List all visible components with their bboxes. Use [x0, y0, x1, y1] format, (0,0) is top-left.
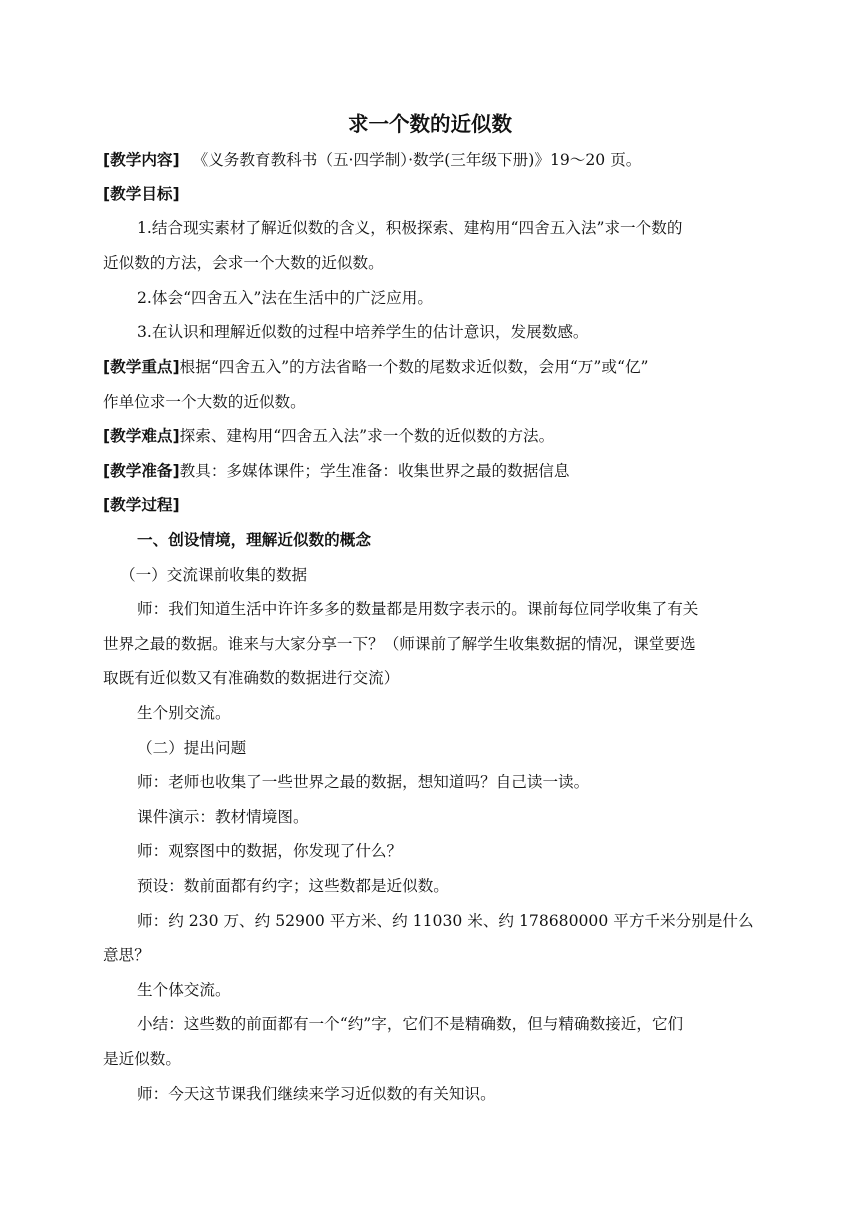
- page-title: 求一个数的近似数: [348, 112, 512, 136]
- paragraph-10: 师：今天这节课我们继续来学习近似数的有关知识。: [137, 1085, 496, 1103]
- key-point-label: [教学重点]: [103, 358, 180, 376]
- paragraph-7-line-1: 师：约 230 万、约 52900 平方米、约 11030 米、约 178680000 平方千米分别是什么: [137, 912, 754, 930]
- teaching-content-label: [教学内容]: [103, 151, 180, 169]
- key-point-text: 根据“四舍五入”的方法省略一个数的尾数求近似数，会用“万”或“亿”: [179, 358, 649, 376]
- preparation-line: [103, 461, 758, 481]
- difficulty-text: 探索、建构用“四舍五入法”求一个数的近似数的方法。: [179, 427, 555, 445]
- objectives-label: [教学目标]: [103, 185, 180, 203]
- key-point-line-1: [103, 357, 758, 377]
- paragraph-9-line-1: 小结：这些数的前面都有一个“约”字，它们不是精确数，但与精确数接近，它们: [137, 1015, 684, 1033]
- preparation-text: 教具：多媒体课件；学生准备：收集世界之最的数据信息: [179, 462, 570, 480]
- paragraph-8: 生个体交流。: [137, 981, 231, 999]
- paragraph-3: 师：老师也收集了一些世界之最的数据，想知道吗？自己读一读。: [137, 773, 590, 791]
- paragraph-1-line-1: 师：我们知道生活中许许多多的数量都是用数字表示的。课前每位同学收集了有关: [137, 600, 699, 618]
- objective-3: 3.在认识和理解近似数的过程中培养学生的估计意识，发展数感。: [137, 323, 589, 341]
- subsection-1-heading: （一）交流课前收集的数据: [120, 566, 308, 584]
- objective-2: 2.体会“四舍五入”法在生活中的广泛应用。: [137, 289, 433, 307]
- key-point-line-2: 作单位求一个大数的近似数。: [103, 393, 306, 411]
- difficulty-line: [103, 426, 758, 446]
- difficulty-label: [教学难点]: [103, 427, 180, 445]
- section-1-heading: 一、创设情境，理解近似数的概念: [137, 531, 371, 549]
- paragraph-5: 师：观察图中的数据，你发现了什么？: [137, 842, 403, 860]
- paragraph-4: 课件演示：教材情境图。: [137, 808, 309, 826]
- objective-1-line-1: 1.结合现实素材了解近似数的含义，积极探索、建构用“四舍五入法”求一个数的: [137, 219, 683, 237]
- objective-1-line-2: 近似数的方法，会求一个大数的近似数。: [103, 254, 384, 272]
- subsection-2-heading: （二）提出问题: [137, 739, 247, 757]
- process-label: [教学过程]: [103, 496, 180, 514]
- preparation-label: [教学准备]: [103, 462, 180, 480]
- teaching-content-text: 《义务教育教科书（五·四学制）·数学(三年级下册)》19～20 页。: [192, 151, 642, 169]
- paragraph-6: 预设：数前面都有约字；这些数都是近似数。: [137, 877, 449, 895]
- paragraph-9-line-2: 是近似数。: [103, 1050, 181, 1068]
- paragraph-2: 生个别交流。: [137, 704, 231, 722]
- paragraph-1-line-3: 取既有近似数又有准确数的数据进行交流）: [103, 669, 400, 687]
- teaching-content-line: [103, 150, 758, 170]
- paragraph-7-line-2: 意思？: [103, 946, 150, 964]
- paragraph-1-line-2: 世界之最的数据。谁来与大家分享一下？（师课前了解学生收集数据的情况，课堂要选: [103, 635, 696, 653]
